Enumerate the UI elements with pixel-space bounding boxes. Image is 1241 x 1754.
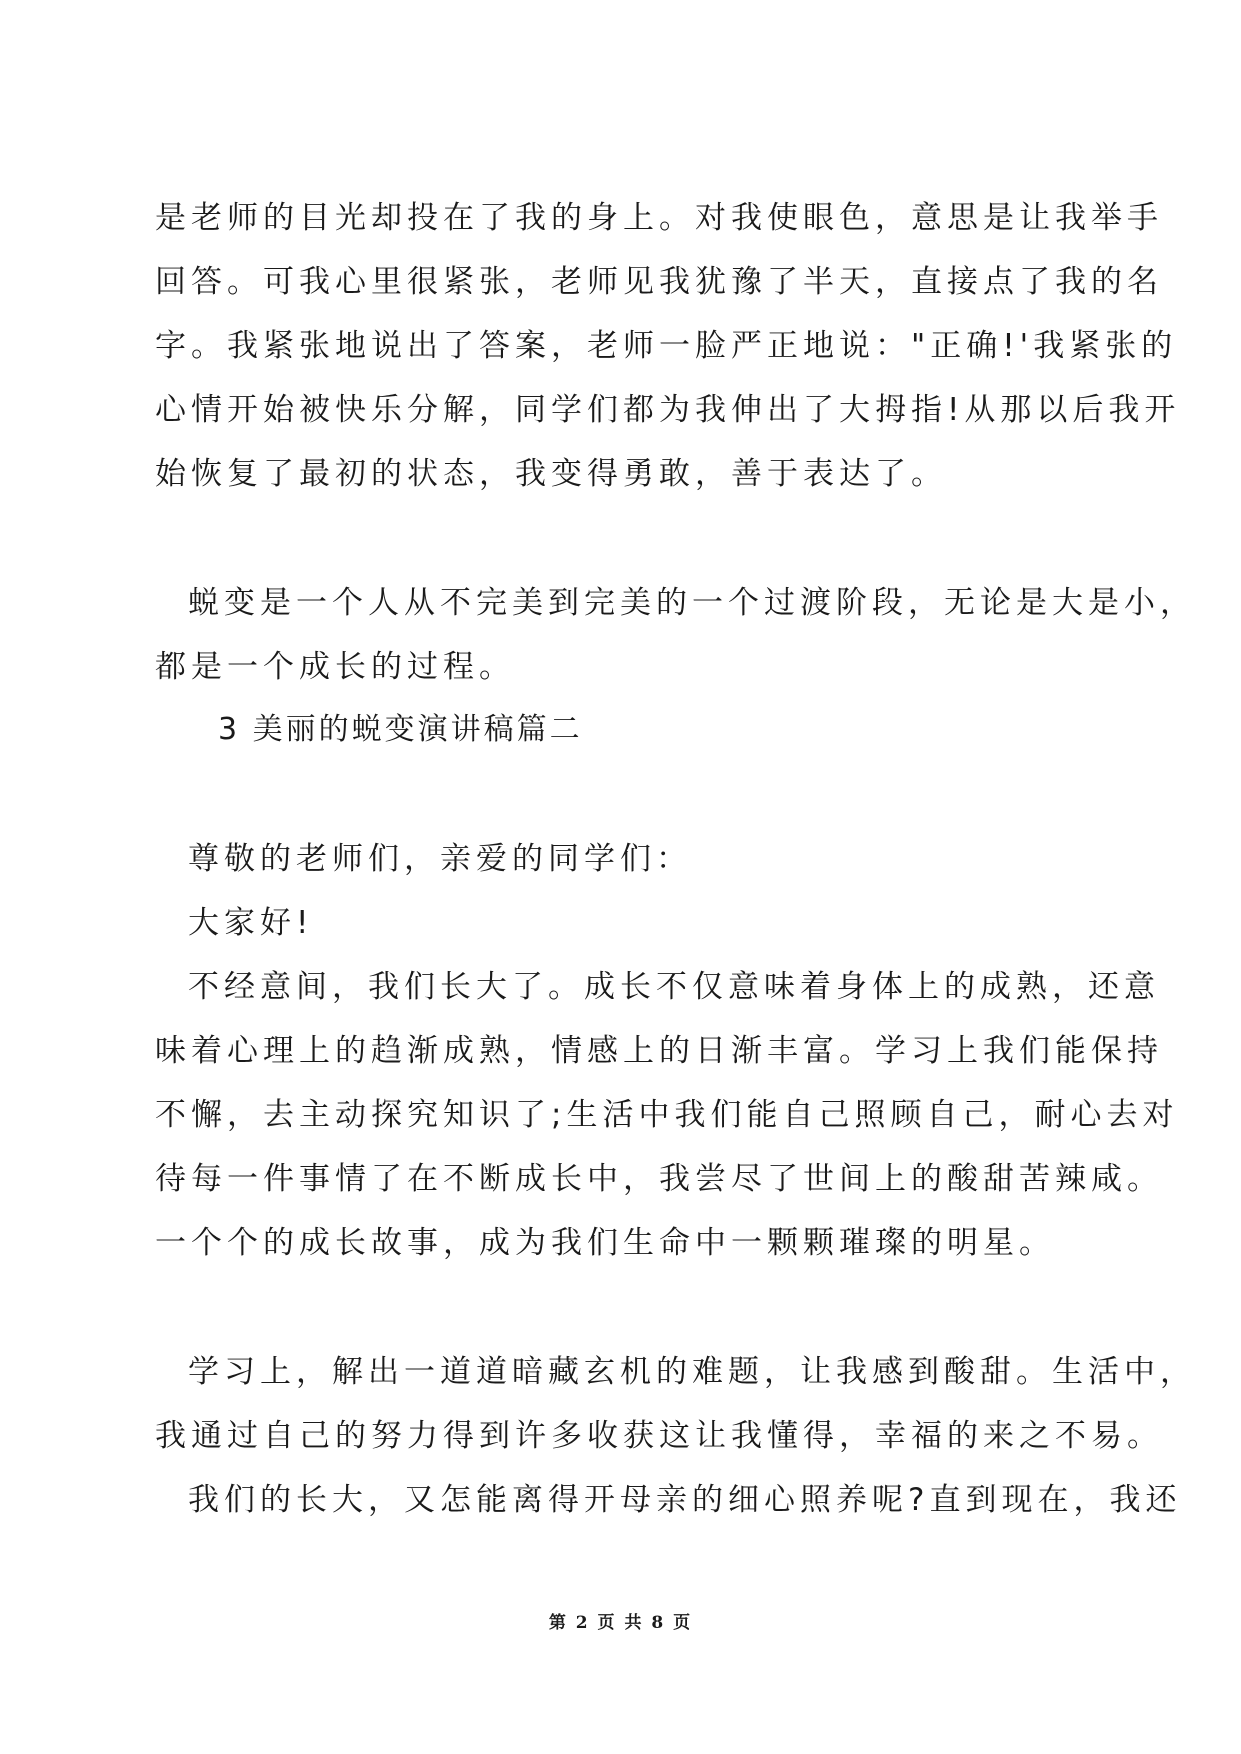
- text-line: 不经意间，我们长大了。成长不仅意味着身体上的成熟，还意: [188, 969, 1160, 1005]
- page-footer: 第 2 页 共 8 页: [548, 1613, 693, 1633]
- text-line: 不懈，去主动探究知识了;生活中我们能自己照顾自己，耐心去对: [155, 1097, 1179, 1133]
- greeting: 大家好!: [188, 905, 314, 941]
- text-line: 味着心理上的趋渐成熟，情感上的日渐丰富。学习上我们能保持: [155, 1033, 1163, 1069]
- text-line: 待每一件事情了在不断成长中，我尝尽了世间上的酸甜苦辣咸。: [155, 1161, 1163, 1197]
- text-line: 回答。可我心里很紧张，老师见我犹豫了半天，直接点了我的名: [155, 264, 1163, 300]
- text-line: 我通过自己的努力得到许多收获这让我懂得，幸福的来之不易。: [155, 1418, 1163, 1454]
- text-line: 是老师的目光却投在了我的身上。对我使眼色，意思是让我举手: [155, 200, 1163, 236]
- section-heading: 3 美丽的蜕变演讲稿篇二: [218, 712, 583, 747]
- text-line: 一个个的成长故事，成为我们生命中一颗颗璀璨的明星。: [155, 1225, 1055, 1261]
- text-line: 学习上，解出一道道暗藏玄机的难题，让我感到酸甜。生活中，: [188, 1354, 1196, 1390]
- text-line: 心情开始被快乐分解，同学们都为我伸出了大拇指!从那以后我开: [155, 392, 1181, 428]
- text-line: 字。我紧张地说出了答案，老师一脸严正地说："正确!'我紧张的: [155, 328, 1178, 364]
- text-line: 都是一个成长的过程。: [155, 649, 515, 685]
- salutation: 尊敬的老师们，亲爱的同学们：: [188, 841, 692, 877]
- text-line: 蜕变是一个人从不完美到完美的一个过渡阶段，无论是大是小，: [188, 585, 1196, 621]
- text-line: 我们的长大，又怎能离得开母亲的细心照养呢?直到现在，我还: [188, 1482, 1182, 1518]
- text-line: 始恢复了最初的状态，我变得勇敢，善于表达了。: [155, 456, 947, 492]
